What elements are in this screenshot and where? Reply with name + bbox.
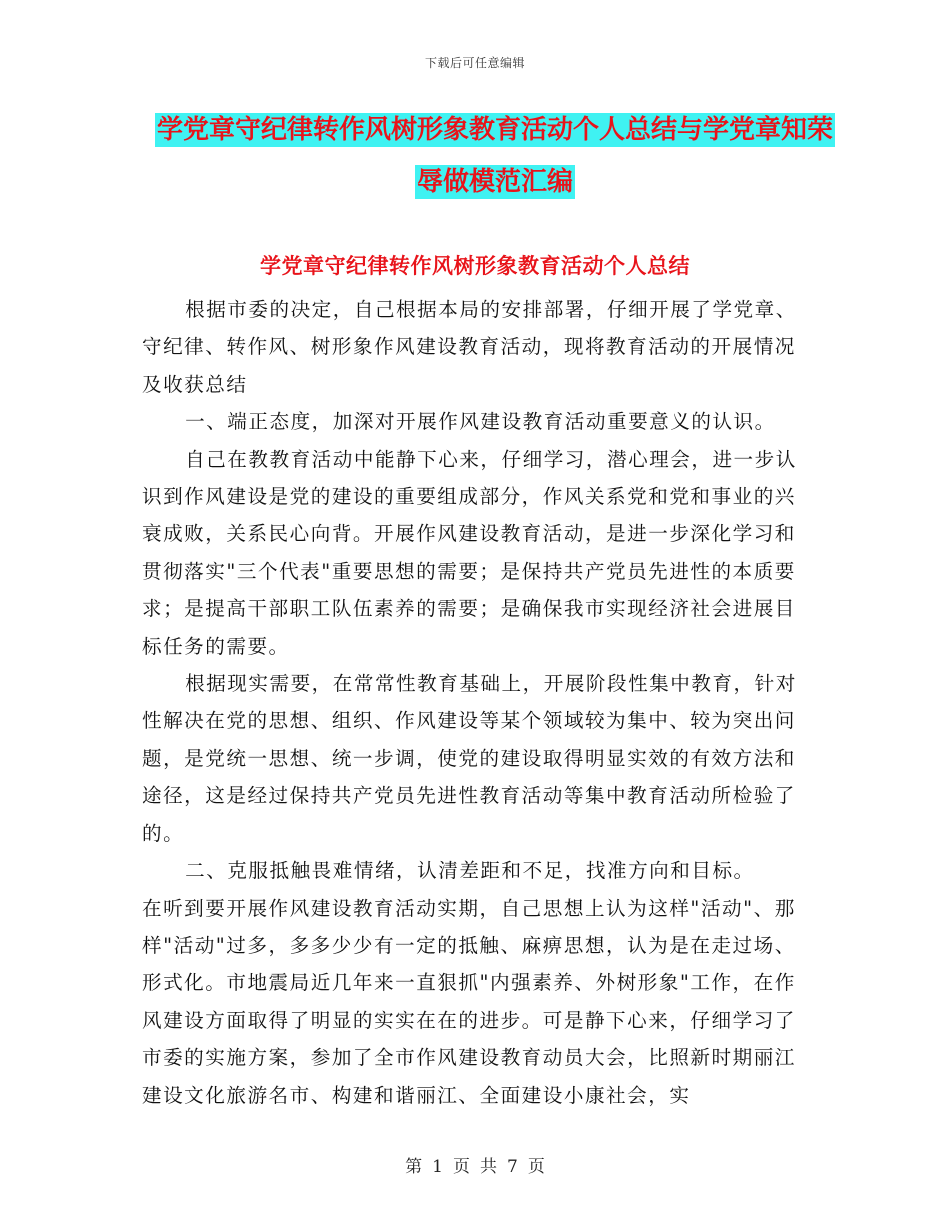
main-title-text: 学党章守纪律转作风树形象教育活动个人总结与学党章知荣辱做模范汇编 <box>156 115 833 197</box>
heading-two: 二、克服抵触畏难情绪，认清差距和不足，找准方向和目标。 <box>185 859 755 883</box>
paragraph-practice: 根据现实需要，在常常性教育基础上，开展阶段性集中教育，针对性解决在党的思想、组织、作风建设等某个领域较为集中、较为突出问题，是党统一思想、统一步调，使党的建设取得明显实效的有效方法和途径，这是经过保持共产党员先进性教育活动等集中教育活动所检验了的。 <box>142 672 797 845</box>
footer-current-page: 1 <box>432 1157 443 1177</box>
section-title: 学党章守纪律转作风树形象教育活动个人总结 <box>260 254 690 278</box>
paragraph-reflection: 在听到要开展作风建设教育活动实期，自己思想上认为这样"活动"、那样"活动"过多，多多少少有一定的抵触、麻痹思想，认为是在走过场、形式化。市地震局近几年来一直狠抓"内强素养、外树形象"工作，在作风建设方面取得了明显的实实在在的进步。可是静下心来，仔细学习了市委的实施方案，参加了全市作风建设教育动员大会，比照新时期丽江建设文化旅游名市、构建和谐丽江、全面建设小康社会，实 <box>142 896 796 1107</box>
footer-label-page: 第 <box>405 1157 423 1177</box>
footer-label-end: 页 <box>527 1157 545 1177</box>
footer-total-pages: 7 <box>507 1157 518 1177</box>
main-title <box>150 104 840 208</box>
footer-label-total: 共 <box>480 1157 497 1177</box>
heading-one: 一、端正态度，加深对开展作风建设教育活动重要意义的认识。 <box>185 410 776 434</box>
paragraph-intro: 根据市委的决定，自己根据本局的安排部署，仔细开展了学党章、守纪律、转作风、树形象作风建设教育活动，现将教育活动的开展情况及收获总结 <box>142 298 797 396</box>
paragraph-understanding: 自己在教教育活动中能静下心来，仔细学习，潜心理会，进一步认识到作风建设是党的建设的重要组成部分，作风关系党和党和事业的兴衰成败，关系民心向背。开展作风建设教育活动，是进一步深化学习和贯彻落实"三个代表"重要思想的需要；是保持共产党员先进性的本质要求；是提高干部职工队伍素养的需要；是确保我市实现经济社会进展目标任务的需要。 <box>142 447 797 658</box>
header-note: 下载后可任意编辑 <box>424 56 525 70</box>
page-footer <box>0 1152 950 1177</box>
body-text <box>142 291 814 1114</box>
footer-label-of: 页 <box>453 1157 470 1177</box>
